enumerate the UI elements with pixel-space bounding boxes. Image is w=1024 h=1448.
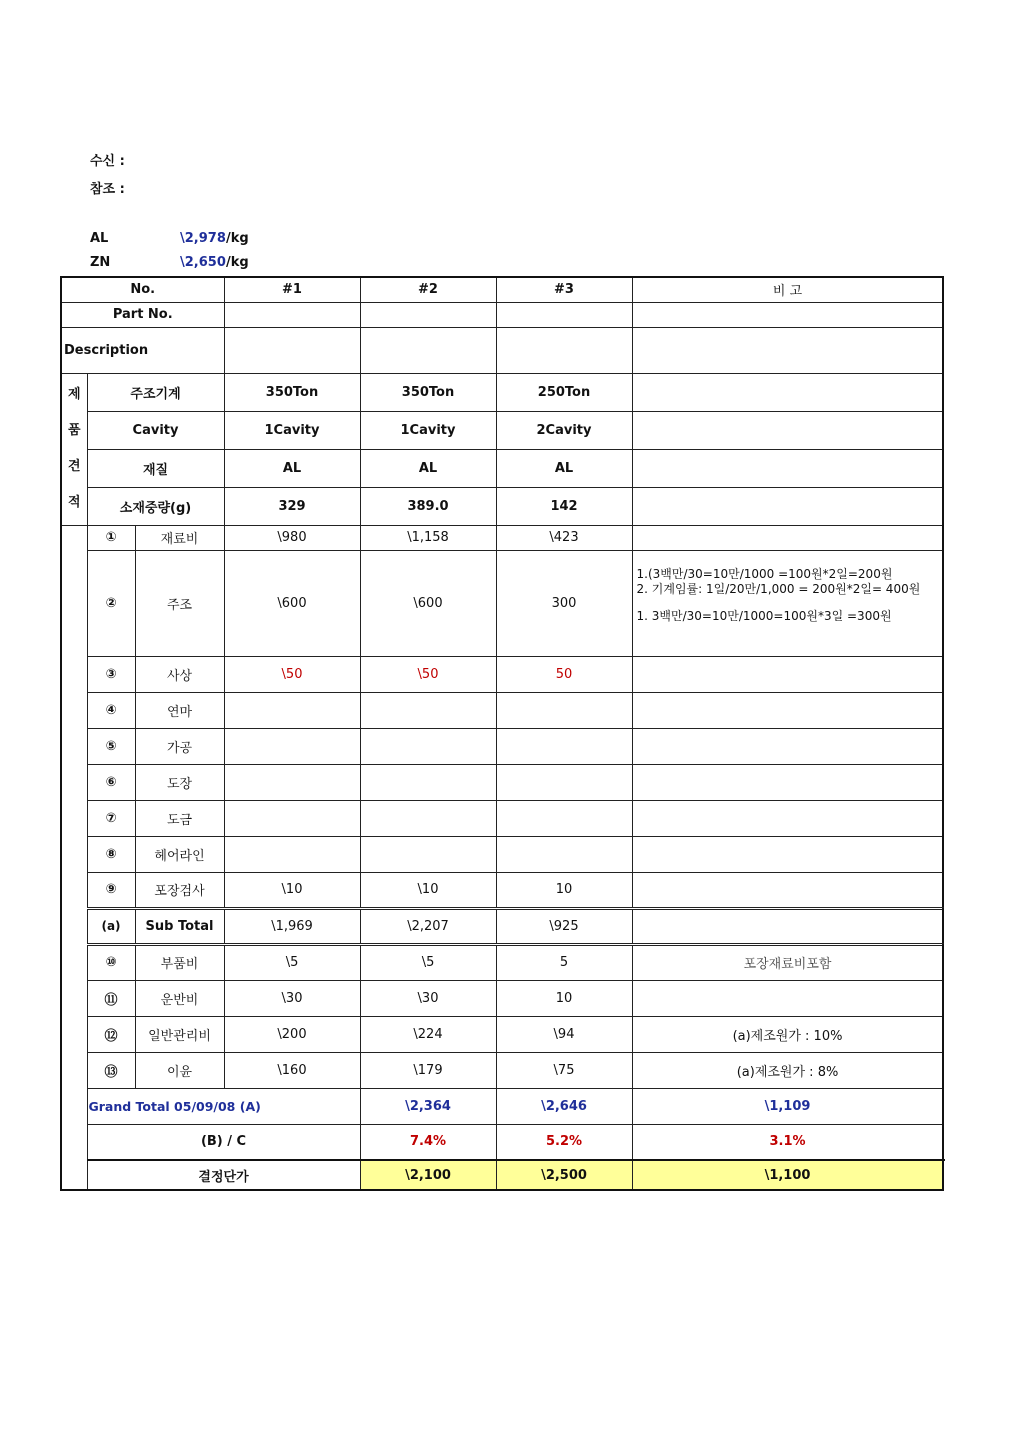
spec-value: AL bbox=[496, 449, 632, 487]
ratio-value: 5.2% bbox=[496, 1124, 632, 1160]
item-value: \10 bbox=[224, 872, 360, 908]
cost-row bbox=[61, 872, 943, 908]
col-header-no: No. bbox=[61, 277, 224, 302]
price-value-zn: \2,650 bbox=[180, 255, 226, 270]
item-value: \980 bbox=[224, 525, 360, 550]
cost-row bbox=[61, 764, 943, 800]
subtotal-remark bbox=[632, 908, 943, 944]
casting-note bbox=[632, 550, 943, 656]
item-value bbox=[224, 836, 360, 872]
spec-remark bbox=[632, 449, 943, 487]
spec-value: AL bbox=[224, 449, 360, 487]
item-value bbox=[224, 728, 360, 764]
grand-total-label: Grand Total 05/09/08 (A) bbox=[87, 1088, 360, 1124]
description-label: Description bbox=[61, 327, 224, 373]
spec-value: 250Ton bbox=[496, 373, 632, 411]
item-number: ⑩ bbox=[87, 944, 135, 980]
item-number: ⑥ bbox=[87, 764, 135, 800]
spec-value: 1Cavity bbox=[224, 411, 360, 449]
price-metal-zn: ZN bbox=[90, 255, 111, 270]
part-no-2 bbox=[360, 302, 496, 327]
reference-label: 참조 : bbox=[90, 182, 125, 197]
item-value: \75 bbox=[496, 1052, 632, 1088]
cost-row bbox=[61, 800, 943, 836]
item-value bbox=[360, 800, 496, 836]
final-price-value: \2,500 bbox=[496, 1160, 632, 1190]
item-label: 도장 bbox=[135, 764, 224, 800]
item-remark bbox=[632, 728, 943, 764]
item-value bbox=[496, 764, 632, 800]
final-price-label: 결정단가 bbox=[87, 1160, 360, 1190]
item-value: \5 bbox=[360, 944, 496, 980]
cost-row bbox=[61, 1016, 943, 1052]
item-value: \423 bbox=[496, 525, 632, 550]
item-number: ⑬ bbox=[87, 1052, 135, 1088]
cost-row bbox=[61, 836, 943, 872]
spec-value: 142 bbox=[496, 487, 632, 525]
grand-total-value: \1,109 bbox=[632, 1088, 943, 1124]
item-remark bbox=[632, 980, 943, 1016]
side-label-char: 견 bbox=[67, 459, 81, 474]
spec-row bbox=[61, 411, 943, 449]
item-label: 일반관리비 bbox=[135, 1016, 224, 1052]
item-number: ② bbox=[87, 550, 135, 656]
cost-row bbox=[61, 525, 943, 550]
price-value-al: \2,978 bbox=[180, 231, 226, 246]
col-header-3: #3 bbox=[496, 277, 632, 302]
final-price-row bbox=[61, 1160, 943, 1190]
spec-row bbox=[61, 373, 943, 411]
item-value bbox=[496, 836, 632, 872]
item-value bbox=[496, 728, 632, 764]
item-value bbox=[496, 800, 632, 836]
item-value: \160 bbox=[224, 1052, 360, 1088]
price-metal-al: AL bbox=[90, 231, 109, 246]
item-remark bbox=[632, 872, 943, 908]
casting-note-line: 2. 기계임률: 1일/20만/1,000 = 200원*2일= 400원 bbox=[636, 581, 921, 596]
col-header-2: #2 bbox=[360, 277, 496, 302]
spec-value: AL bbox=[360, 449, 496, 487]
item-value: \200 bbox=[224, 1016, 360, 1052]
item-number: ⑧ bbox=[87, 836, 135, 872]
ratio-row bbox=[61, 1124, 943, 1160]
col-header-remarks: 비 고 bbox=[632, 277, 943, 302]
item-value bbox=[360, 764, 496, 800]
final-price-value: \2,100 bbox=[360, 1160, 496, 1190]
part-no-remark bbox=[632, 302, 943, 327]
item-label: 헤어라인 bbox=[135, 836, 224, 872]
description-remark bbox=[632, 327, 943, 373]
item-label: 포장검사 bbox=[135, 872, 224, 908]
item-label: 부품비 bbox=[135, 944, 224, 980]
ratio-value: 7.4% bbox=[360, 1124, 496, 1160]
description-3 bbox=[496, 327, 632, 373]
item-number: ① bbox=[87, 525, 135, 550]
part-no-label: Part No. bbox=[61, 302, 224, 327]
cost-row bbox=[61, 692, 943, 728]
item-value bbox=[360, 728, 496, 764]
item-label: 연마 bbox=[135, 692, 224, 728]
item-remark bbox=[632, 525, 943, 550]
spec-remark bbox=[632, 411, 943, 449]
price-unit-zn: /kg bbox=[226, 255, 249, 270]
price-unit-al: /kg bbox=[226, 231, 249, 246]
ratio-value: 3.1% bbox=[632, 1124, 943, 1160]
item-remark bbox=[632, 656, 943, 692]
item-number: ⑤ bbox=[87, 728, 135, 764]
final-price-value: \1,100 bbox=[632, 1160, 943, 1190]
spec-remark bbox=[632, 373, 943, 411]
left-gutter bbox=[61, 525, 87, 1190]
col-header-1: #1 bbox=[224, 277, 360, 302]
item-label: 운반비 bbox=[135, 980, 224, 1016]
subtotal-number: (a) bbox=[87, 908, 135, 944]
part-no-row bbox=[61, 302, 943, 327]
spec-value: 329 bbox=[224, 487, 360, 525]
grand-total-row bbox=[61, 1088, 943, 1124]
item-remark: 포장재료비포함 bbox=[632, 944, 943, 980]
spec-row bbox=[61, 487, 943, 525]
item-value: \30 bbox=[224, 980, 360, 1016]
item-number: ⑪ bbox=[87, 980, 135, 1016]
item-value: \50 bbox=[224, 656, 360, 692]
item-value: \224 bbox=[360, 1016, 496, 1052]
item-value bbox=[360, 836, 496, 872]
part-no-3 bbox=[496, 302, 632, 327]
spec-label: 재질 bbox=[87, 449, 224, 487]
quotation-table bbox=[60, 276, 944, 1191]
item-value bbox=[496, 692, 632, 728]
item-label: 사상 bbox=[135, 656, 224, 692]
item-value: 10 bbox=[496, 872, 632, 908]
spec-row bbox=[61, 449, 943, 487]
side-label-char: 적 bbox=[67, 495, 81, 510]
item-remark bbox=[632, 836, 943, 872]
spec-value: 1Cavity bbox=[360, 411, 496, 449]
description-2 bbox=[360, 327, 496, 373]
item-value: 50 bbox=[496, 656, 632, 692]
item-value: \600 bbox=[224, 550, 360, 656]
side-label-char: 품 bbox=[67, 423, 81, 438]
side-label bbox=[61, 373, 87, 525]
spec-value: 2Cavity bbox=[496, 411, 632, 449]
item-remark bbox=[632, 764, 943, 800]
cost-row bbox=[61, 980, 943, 1016]
item-value: 300 bbox=[496, 550, 632, 656]
item-value: \5 bbox=[224, 944, 360, 980]
item-label: 도금 bbox=[135, 800, 224, 836]
spec-remark bbox=[632, 487, 943, 525]
description-row bbox=[61, 327, 943, 373]
header-row bbox=[61, 277, 943, 302]
item-value bbox=[224, 764, 360, 800]
subtotal-row bbox=[61, 908, 943, 944]
item-number: ⑦ bbox=[87, 800, 135, 836]
spec-value: 389.0 bbox=[360, 487, 496, 525]
item-label: 이윤 bbox=[135, 1052, 224, 1088]
item-value: \50 bbox=[360, 656, 496, 692]
spec-label: 소재중량(g) bbox=[87, 487, 224, 525]
spec-value: 350Ton bbox=[224, 373, 360, 411]
subtotal-value: \1,969 bbox=[224, 908, 360, 944]
spec-label: 주조기계 bbox=[87, 373, 224, 411]
item-value: \179 bbox=[360, 1052, 496, 1088]
item-value: \94 bbox=[496, 1016, 632, 1052]
subtotal-value: \2,207 bbox=[360, 908, 496, 944]
item-number: ⑫ bbox=[87, 1016, 135, 1052]
spec-label: Cavity bbox=[87, 411, 224, 449]
item-value bbox=[360, 692, 496, 728]
item-number: ③ bbox=[87, 656, 135, 692]
grand-total-value: \2,364 bbox=[360, 1088, 496, 1124]
item-value bbox=[224, 692, 360, 728]
item-value: \1,158 bbox=[360, 525, 496, 550]
item-remark: (a)제조원가 : 10% bbox=[632, 1016, 943, 1052]
part-no-1 bbox=[224, 302, 360, 327]
item-value: 5 bbox=[496, 944, 632, 980]
cost-row bbox=[61, 728, 943, 764]
item-number: ⑨ bbox=[87, 872, 135, 908]
cost-row bbox=[61, 656, 943, 692]
item-remark: (a)제조원가 : 8% bbox=[632, 1052, 943, 1088]
item-label: 주조 bbox=[135, 550, 224, 656]
cost-row bbox=[61, 944, 943, 980]
item-remark bbox=[632, 800, 943, 836]
item-value: \30 bbox=[360, 980, 496, 1016]
subtotal-label: Sub Total bbox=[135, 908, 224, 944]
casting-note-line: 1.(3백만/30=10만/1000 =100원*2일=200원 bbox=[636, 566, 893, 581]
item-number: ④ bbox=[87, 692, 135, 728]
side-label-char: 제 bbox=[67, 387, 81, 402]
item-value bbox=[224, 800, 360, 836]
cost-row bbox=[61, 1052, 943, 1088]
item-remark bbox=[632, 692, 943, 728]
item-label: 재료비 bbox=[135, 525, 224, 550]
item-value: \600 bbox=[360, 550, 496, 656]
recipient-label: 수신 : bbox=[90, 154, 125, 169]
item-label: 가공 bbox=[135, 728, 224, 764]
ratio-label: (B) / C bbox=[87, 1124, 360, 1160]
description-1 bbox=[224, 327, 360, 373]
cost-row bbox=[61, 550, 943, 656]
item-value: 10 bbox=[496, 980, 632, 1016]
spec-value: 350Ton bbox=[360, 373, 496, 411]
item-value: \10 bbox=[360, 872, 496, 908]
grand-total-value: \2,646 bbox=[496, 1088, 632, 1124]
subtotal-value: \925 bbox=[496, 908, 632, 944]
casting-note-line: 1. 3백만/30=10만/1000=100원*3일 =300원 bbox=[636, 608, 892, 623]
